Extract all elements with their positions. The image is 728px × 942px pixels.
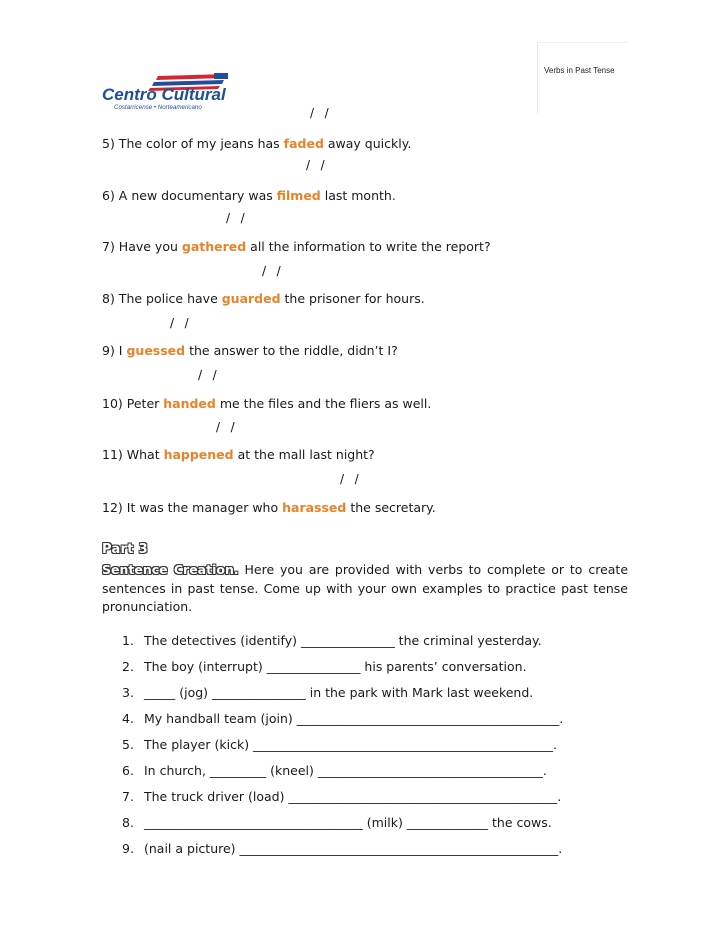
list-item: 6. In church, _________ (kneel) ____________________________________. xyxy=(122,763,547,778)
sentence-9: 9) I guessed the answer to the riddle, didn’t I? xyxy=(102,343,398,358)
list-item: 2. The boy (interrupt) _______________ his parents’ conversation. xyxy=(122,659,527,674)
document-title: Verbs in Past Tense xyxy=(544,66,615,75)
sentence-6: 6) A new documentary was filmed last month. xyxy=(102,188,396,203)
slash-mark: / / xyxy=(170,316,190,330)
sentence-5: 5) The color of my jeans has faded away quickly. xyxy=(102,136,412,151)
sentence-12: 12) It was the manager who harassed the secretary. xyxy=(102,500,436,515)
centro-cultural-logo xyxy=(100,70,236,112)
logo-tagline: Costarricense • Norteamericano xyxy=(114,104,202,111)
slash-mark: / / xyxy=(226,211,246,225)
logo-name: Centro Cultural xyxy=(102,85,226,104)
list-item: 1. The detectives (identify) _______________ the criminal yesterday. xyxy=(122,633,542,648)
list-item: 5. The player (kick) ________________________________________________. xyxy=(122,737,558,752)
slash-mark: / / xyxy=(340,472,360,486)
list-item: 3. _____ (jog) _______________ in the park with Mark last weekend. xyxy=(122,685,534,700)
slash-mark: / / xyxy=(198,368,218,382)
slash-mark: / / xyxy=(310,106,330,120)
header-frame xyxy=(537,42,628,113)
sentence-8: 8) The police have guarded the prisoner for hours. xyxy=(102,291,425,306)
part3-intro-text: Here you are provided with verbs to complete or to create sentences in past tense. Come up with your own examples to practice past tense pronunciation. xyxy=(102,562,629,614)
slash-mark: / / xyxy=(216,420,236,434)
list-item: 9. (nail a picture) ___________________________________________________. xyxy=(122,841,563,856)
list-item: 8. ___________________________________ (milk) _____________ the cows. xyxy=(122,815,552,830)
part3-title: Part 3 xyxy=(102,542,148,557)
list-item: 4. My handball team (join) __________________________________________. xyxy=(122,711,564,726)
sentence-10: 10) Peter handed me the files and the fliers as well. xyxy=(102,396,432,411)
part3-subtitle: Sentence Creation. xyxy=(102,562,239,577)
sentence-7: 7) Have you gathered all the information to write the report? xyxy=(102,239,491,254)
part3-intro xyxy=(102,561,628,617)
slash-mark: / / xyxy=(262,264,282,278)
list-item: 7. The truck driver (load) ___________________________________________. xyxy=(122,789,562,804)
slash-mark: / / xyxy=(306,158,326,172)
sentence-11: 11) What happened at the mall last night? xyxy=(102,447,375,462)
